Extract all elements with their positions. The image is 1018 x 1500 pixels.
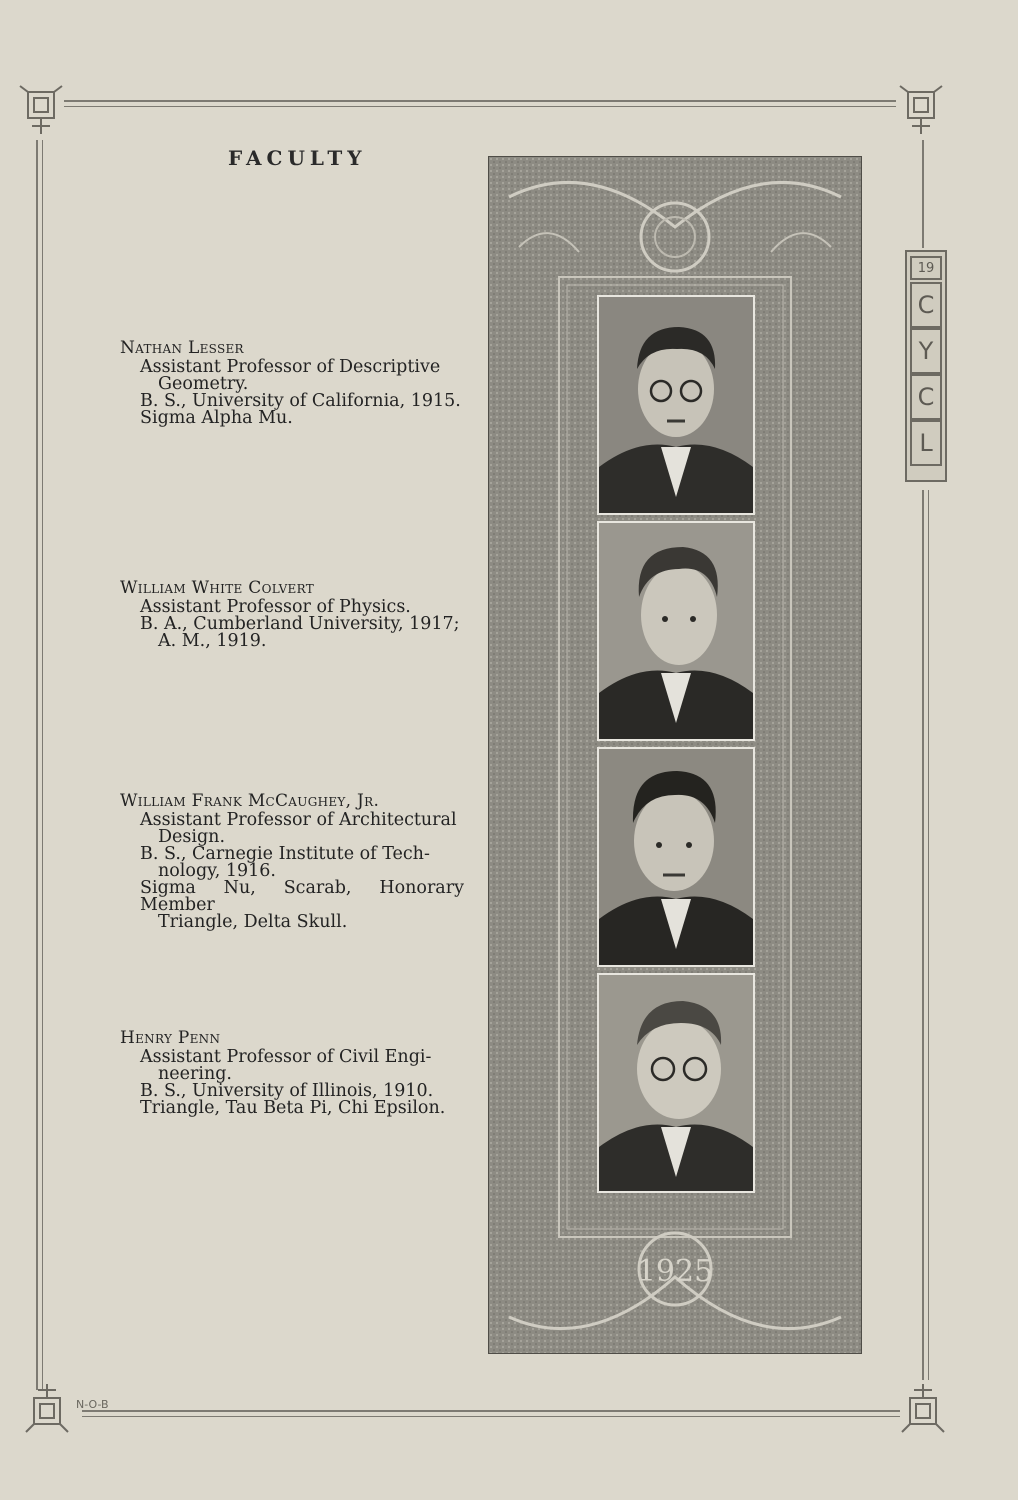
faculty-detail-line: Assistant Professor of Architectural bbox=[140, 810, 457, 830]
portrait-figure bbox=[599, 523, 753, 739]
portrait-panel bbox=[488, 156, 862, 1354]
frame-right-rule-upper bbox=[922, 140, 924, 248]
page-title: FACULTY bbox=[228, 146, 367, 170]
portrait-figure bbox=[599, 297, 753, 513]
faculty-name: Henry Penn bbox=[120, 1028, 221, 1048]
corner-ornament-top-right bbox=[892, 78, 952, 138]
portrait-figure bbox=[599, 975, 753, 1191]
faculty-name: William White Colvert bbox=[120, 578, 315, 598]
corner-ornament-top-left bbox=[12, 78, 72, 138]
cycle-side-tab bbox=[905, 250, 947, 482]
faculty-detail-line: Geometry. bbox=[158, 374, 249, 394]
side-tab-letter: C bbox=[910, 374, 942, 420]
faculty-detail-line: Triangle, Delta Skull. bbox=[158, 912, 348, 932]
faculty-entry bbox=[120, 340, 464, 427]
faculty-entry bbox=[120, 1030, 464, 1117]
faculty-detail-line: nology, 1916. bbox=[158, 861, 276, 881]
faculty-detail-line: Triangle, Tau Beta Pi, Chi Epsilon. bbox=[140, 1098, 446, 1118]
portrait-photo bbox=[597, 973, 755, 1193]
faculty-detail-line: B. S., Carnegie Institute of Tech- bbox=[140, 844, 430, 864]
faculty-entry bbox=[120, 580, 464, 650]
frame-bottom-rule-inner bbox=[82, 1416, 900, 1417]
faculty-detail-line: A. M., 1919. bbox=[158, 631, 267, 651]
frame-right-rule-inner bbox=[928, 490, 929, 1380]
faculty-detail-line: Assistant Professor of Civil Engi- bbox=[140, 1047, 432, 1067]
faculty-detail-line: Assistant Professor of Descriptive bbox=[140, 357, 441, 377]
frame-left-rule-inner bbox=[42, 140, 43, 1390]
frame-bottom-rule bbox=[82, 1410, 900, 1412]
side-tab-letter: L bbox=[910, 420, 942, 466]
faculty-detail-line: Design. bbox=[158, 827, 226, 847]
footer-mark: N-O-B bbox=[76, 1398, 109, 1411]
frame-left-rule bbox=[36, 140, 38, 1390]
portrait-photo bbox=[597, 747, 755, 967]
frame-right-rule-lower bbox=[922, 490, 924, 1380]
portrait-photo bbox=[597, 295, 755, 515]
faculty-detail-line: Sigma Alpha Mu. bbox=[140, 408, 293, 428]
faculty-name: Nathan Lesser bbox=[120, 338, 244, 358]
panel-year: 1925 bbox=[636, 1254, 714, 1289]
faculty-detail-line: neering. bbox=[158, 1064, 232, 1084]
portrait-photo bbox=[597, 521, 755, 741]
faculty-detail-line: B. S., University of Illinois, 1910. bbox=[140, 1081, 434, 1101]
faculty-detail-line: B. A., Cumberland University, 1917; bbox=[140, 614, 460, 634]
side-tab-year-top: 19 bbox=[910, 256, 942, 280]
frame-top-rule bbox=[64, 100, 896, 102]
faculty-name: William Frank McCaughey, Jr. bbox=[120, 791, 380, 811]
side-tab-letter: Y bbox=[910, 328, 942, 374]
faculty-entry bbox=[120, 793, 464, 931]
faculty-detail-line: Sigma Nu, Scarab, Honorary Member bbox=[140, 878, 464, 915]
corner-ornament-bottom-left bbox=[18, 1380, 78, 1440]
corner-ornament-bottom-right bbox=[894, 1380, 954, 1440]
side-tab-letter: C bbox=[910, 282, 942, 328]
faculty-detail-line: B. S., University of California, 1915. bbox=[140, 391, 461, 411]
faculty-detail-line: Assistant Professor of Physics. bbox=[140, 597, 411, 617]
portrait-figure bbox=[599, 749, 753, 965]
frame-top-rule-inner bbox=[64, 106, 896, 107]
